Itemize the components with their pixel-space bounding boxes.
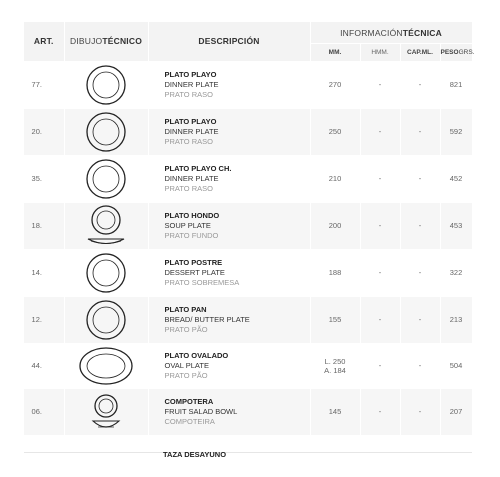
- weight-value: 207: [440, 388, 472, 435]
- name-pt: PRATO RASO: [164, 183, 213, 193]
- weight-value: 504: [440, 343, 472, 388]
- cutoff-row: [24, 452, 472, 477]
- table-row: [24, 343, 472, 388]
- name-pt: PRATO RASO: [164, 136, 213, 146]
- plate-icon: [64, 108, 148, 155]
- header-art: ART.: [24, 22, 64, 61]
- table-row: [24, 249, 472, 296]
- product-description: [148, 388, 310, 435]
- mm-value: 250: [310, 108, 360, 155]
- product-spec-table: [24, 22, 475, 436]
- hmm-value: -: [360, 202, 400, 249]
- article-number: 18.: [24, 202, 64, 249]
- name-pt: PRATO RASO: [164, 89, 213, 99]
- name-es: PLATO OVALADO: [164, 350, 229, 360]
- name-es: PLATO PAN: [164, 304, 207, 314]
- hmm-value: -: [360, 155, 400, 202]
- plate-icon: [64, 296, 148, 343]
- cap-value: -: [400, 155, 440, 202]
- header-peso: PESOGRS.: [440, 44, 472, 62]
- name-en: DESSERT PLATE: [164, 267, 225, 277]
- cutoff-title: TAZA DESAYUNO: [163, 450, 227, 459]
- mm-value: 188: [310, 249, 360, 296]
- product-description: [148, 155, 310, 202]
- cap-value: -: [400, 202, 440, 249]
- weight-value: 821: [440, 61, 472, 108]
- article-number: 06.: [24, 388, 64, 435]
- header-cap: CAP.ML.: [400, 44, 440, 62]
- cap-value: -: [400, 388, 440, 435]
- mm-value: L. 250 A. 184: [310, 343, 360, 388]
- header-drawing: DIBUJOTÉCNICO: [64, 22, 148, 61]
- plate-icon: [64, 155, 148, 202]
- weight-value: 592: [440, 108, 472, 155]
- soup-icon: [64, 202, 148, 249]
- name-en: DINNER PLATE: [164, 126, 219, 136]
- name-es: PLATO PLAYO CH.: [164, 163, 232, 173]
- weight-value: 453: [440, 202, 472, 249]
- product-description: [148, 343, 310, 388]
- plate-icon: [64, 61, 148, 108]
- table-row: [24, 61, 472, 108]
- mm-value: 155: [310, 296, 360, 343]
- article-number: 14.: [24, 249, 64, 296]
- hmm-value: -: [360, 249, 400, 296]
- oval-icon: [64, 343, 148, 388]
- table-row: [24, 202, 472, 249]
- table-row: [24, 155, 472, 202]
- plate-icon: [64, 249, 148, 296]
- name-es: PLATO HONDO: [164, 210, 220, 220]
- header-hmm: HMM.: [360, 44, 400, 62]
- weight-value: 322: [440, 249, 472, 296]
- product-description: [148, 296, 310, 343]
- header-description: DESCRIPCIÓN: [148, 22, 310, 61]
- mm-value: 200: [310, 202, 360, 249]
- table-row: [24, 108, 472, 155]
- hmm-value: -: [360, 296, 400, 343]
- weight-value: 452: [440, 155, 472, 202]
- name-pt: PRATO PÃO: [164, 370, 208, 380]
- name-pt: PRATO PÃO: [164, 324, 208, 334]
- table-row: [24, 388, 472, 435]
- cap-value: -: [400, 61, 440, 108]
- name-es: PLATO PLAYO: [164, 116, 217, 126]
- bowl-icon: [64, 388, 148, 435]
- cap-value: -: [400, 249, 440, 296]
- hmm-value: -: [360, 108, 400, 155]
- weight-value: 213: [440, 296, 472, 343]
- name-en: SOUP PLATE: [164, 220, 211, 230]
- article-number: 77.: [24, 61, 64, 108]
- name-es: COMPOTERA: [164, 396, 214, 406]
- name-es: PLATO PLAYO: [164, 69, 217, 79]
- cap-value: -: [400, 108, 440, 155]
- product-description: [148, 108, 310, 155]
- name-pt: PRATO FUNDO: [164, 230, 219, 240]
- cutoff-divider: [24, 452, 472, 453]
- header-mm: MM.: [310, 44, 360, 62]
- name-pt: COMPOTEIRA: [164, 416, 215, 426]
- hmm-value: -: [360, 388, 400, 435]
- article-number: 20.: [24, 108, 64, 155]
- cap-value: -: [400, 343, 440, 388]
- mm-value: 145: [310, 388, 360, 435]
- header-technical-info: INFORMACIÓNTÉCNICA: [310, 22, 472, 44]
- hmm-value: -: [360, 61, 400, 108]
- article-number: 12.: [24, 296, 64, 343]
- name-es: PLATO POSTRE: [164, 257, 223, 267]
- cap-value: -: [400, 296, 440, 343]
- product-description: [148, 202, 310, 249]
- name-en: BREAD/ BUTTER PLATE: [164, 314, 250, 324]
- name-en: DINNER PLATE: [164, 173, 219, 183]
- mm-value: 270: [310, 61, 360, 108]
- table-row: [24, 296, 472, 343]
- article-number: 44.: [24, 343, 64, 388]
- product-description: [148, 249, 310, 296]
- name-en: FRUIT SALAD BOWL: [164, 406, 238, 416]
- name-pt: PRATO SOBREMESA: [164, 277, 240, 287]
- name-en: OVAL PLATE: [164, 360, 209, 370]
- mm-value: 210: [310, 155, 360, 202]
- hmm-value: -: [360, 343, 400, 388]
- product-description: [148, 61, 310, 108]
- name-en: DINNER PLATE: [164, 79, 219, 89]
- article-number: 35.: [24, 155, 64, 202]
